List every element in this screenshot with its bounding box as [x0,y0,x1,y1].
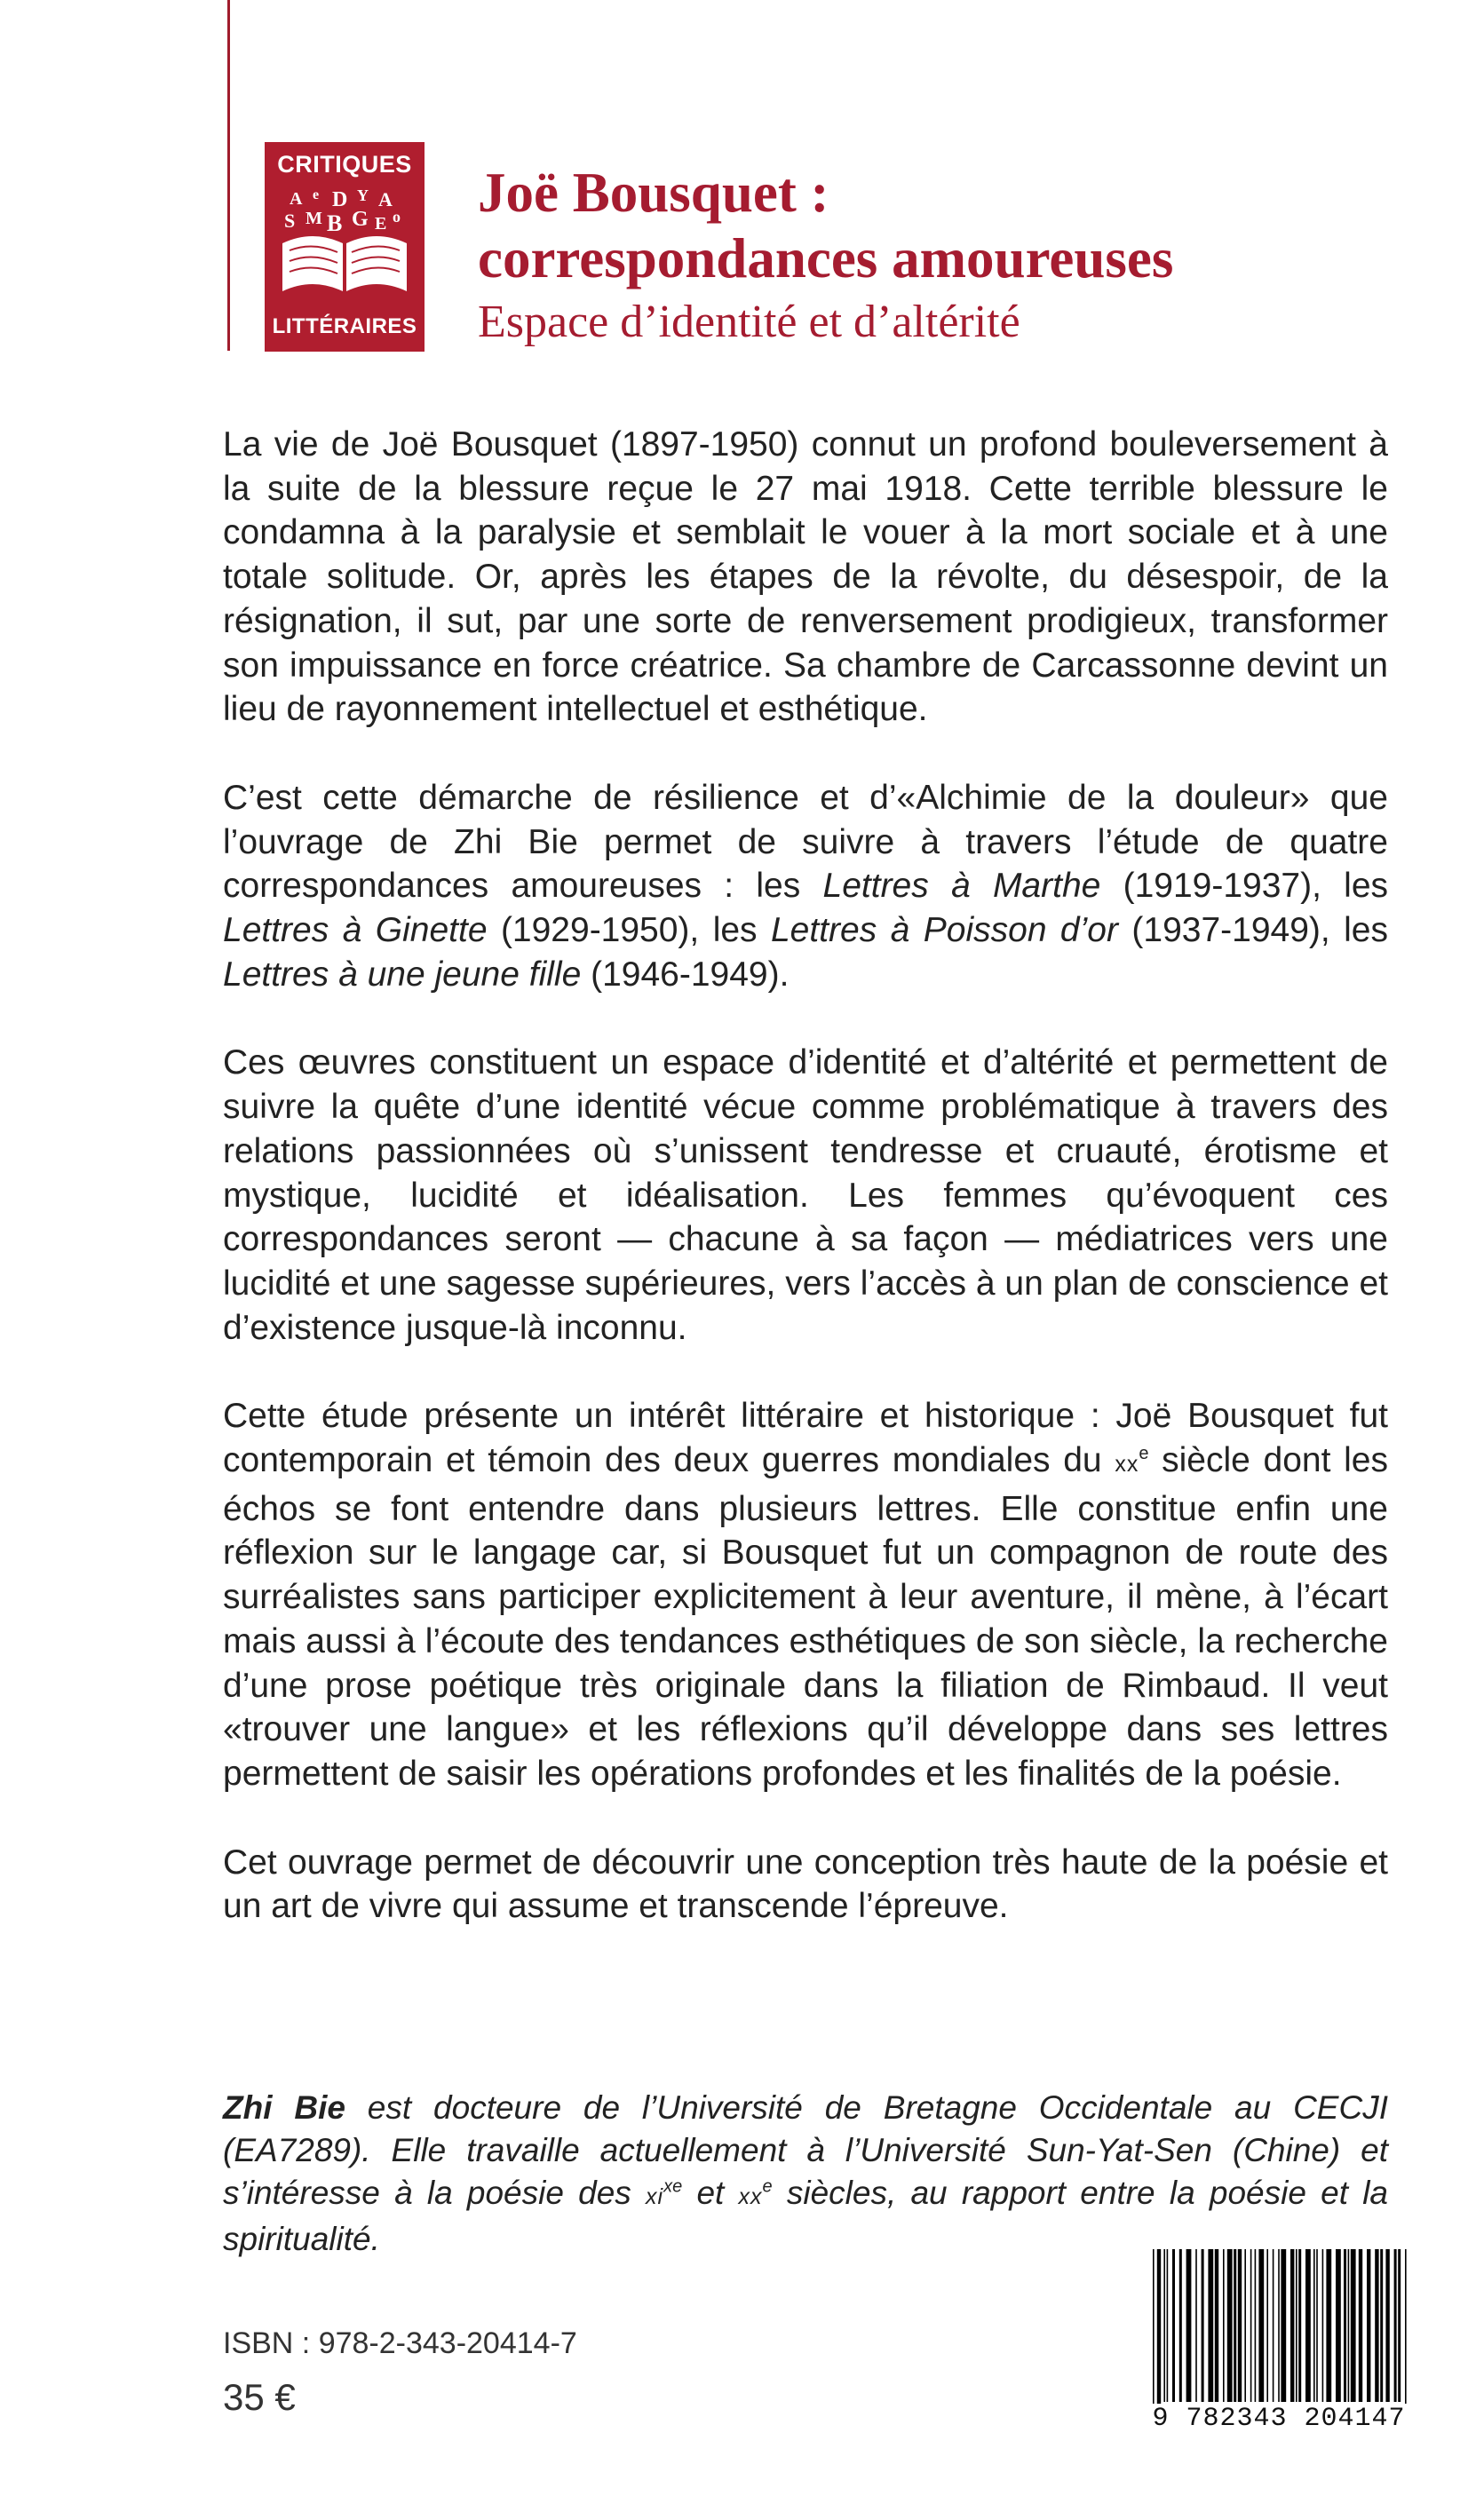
paragraph-1: La vie de Joë Bousquet (1897-1950) connut un profond bouleversement à la suite de la blessure reçue le 27 mai 1918. Cette terrible blessure le condamna à la paralysie et semblait le vouer à la mort sociale et à une totale solitude. Or, après les étapes de la révolte, du désespoir, de la résignation, il sut, par une sorte de renversement prodigieux, transformer son impuissance en force créatrice. Sa chambre de Carcassonne devint un lieu de rayonnement intellectuel et esthétique. [223,425,1388,729]
paragraph-3: Ces œuvres constituent un espace d’identité et d’altérité et permettent de suivre la quête d’une identité vécue comme problématique à travers des relations passionnées où s’unissent tendresse et cruauté, érotisme et mystique, lucidité et idéalisation. Les femmes qu’évoquent ces correspondances seront — chacune à sa façon — médiatrices vers une lucidité et une sagesse supérieures, vers l’accès à un plan de conscience et d’existence jusque-là inconnu. [223,1043,1388,1347]
barcode-bar [1398,2249,1401,2402]
isbn: ISBN : 978-2-343-20414-7 [223,2326,577,2360]
svg-text:B: B [327,210,343,236]
barcode-bar [1326,2249,1331,2402]
svg-text:S: S [284,210,296,232]
barcode-bar [1186,2249,1192,2402]
barcode-bar [1322,2249,1324,2402]
barcode-bar [1298,2249,1301,2402]
price: 35 € [223,2376,296,2418]
barcode-bar [1281,2249,1286,2402]
title-line-1: Joë Bousquet : [478,162,829,224]
book-title-block [478,160,1173,352]
svg-text:D: D [332,188,348,211]
barcode-bar [1313,2249,1315,2402]
svg-text:M: M [306,209,322,228]
barcode-bar [1172,2249,1175,2402]
barcode-bar [1234,2249,1236,2402]
barcode-bar [1250,2249,1252,2402]
barcode-bar [1375,2249,1378,2402]
barcode-bar [1153,2249,1155,2427]
barcode-bar [1202,2249,1204,2402]
svg-text:e: e [313,187,320,202]
svg-text:o: o [393,208,401,226]
barcode-bar [1305,2249,1311,2402]
svg-text:G: G [352,208,369,231]
barcode-bar [1278,2249,1280,2402]
barcode-bar [1380,2249,1383,2402]
collection-logo [265,142,425,352]
barcode-bar [1255,2249,1257,2402]
svg-text:A: A [378,188,393,210]
barcode-bar [1316,2249,1318,2402]
barcode-bar [1157,2249,1161,2427]
barcode-bar [1227,2249,1233,2402]
barcode-bar [1163,2249,1165,2402]
barcode-bar [1394,2249,1397,2402]
barcode-bar [1258,2249,1264,2402]
paragraph-2: C’est cette démarche de résilience et d’«Alchimie de la douleur» que l’ouvrage de Zhi Bie permet de suivre à travers l’étude de quatre correspondances amoureuses : les Lettres à Marthe (1919-1937), les Lettres à Ginette (1929-1950), les Lettres à Poisson d’or (1937-1949), les Lettres à une jeune fille (1946-1949). [223,778,1389,994]
barcode-bar [1290,2249,1294,2402]
barcode-bar [1266,2249,1268,2402]
author-bio: Zhi Bie est docteure de l’Université de Bretagne Occidentale au CECJI (EA7289). Elle travaille actuellement à l’Université Sun-Yat-Sen (Chine) et s’intéresse à la poésie des $xi^{xe}$ et $xx^e$ siècles, au rapport entre la poésie et la spiritualité. [223,2089,1389,2257]
logo-top-text: CRITIQUES [277,151,412,178]
logo-bottom-text: LITTÉRAIRES [272,314,417,338]
svg-text:Y: Y [357,186,369,204]
open-book-icon [277,185,412,300]
author-name: Zhi Bie [223,2089,345,2126]
paragraph-4: Cette étude présente un intérêt littéraire et historique : Joë Bousquet fut contemporain et témoin des deux guerres mondiales du $xx^e$ siècle dont les échos se font entendre dans plusieurs lettres. Elle constitue enfin une réflexion sur le langage car, si Bousquet fut un compagnon de route des surréalistes sans participer explicitement à leur aventure, il mène, à l’écart mais aussi à l’écoute des tendances esthétiques de son siècle, la recherche d’une prose poétique très originale dans la filiation de Rimbaud. Il veut «trouver une langue» et les réflexions qu’il développe dans ses lettres permettent de saisir les opérations profondes et les finalités de la poésie. [223,1397,1388,1793]
vertical-rule [227,0,230,351]
barcode-digits: 9 782343 204147 [1147,2404,1410,2434]
subtitle: Espace d’identité et d’altérité [478,297,1020,347]
svg-text:E: E [375,214,387,234]
barcode-bar [1273,2249,1274,2402]
barcode-bar [1348,2249,1350,2402]
svg-text:A: A [290,189,303,209]
barcode-bar [1344,2249,1346,2402]
barcode-bar [1179,2249,1182,2402]
title-line-2: correspondances amoureuses [478,227,1174,289]
barcode-bar [1367,2249,1370,2402]
barcode-bar [1359,2249,1362,2402]
paragraph-5: Cet ouvrage permet de découvrir une conception très haute de la poésie et un art de vivre qui assume et transcende l’épreuve. [223,1842,1388,1926]
barcode-bar [1296,2249,1297,2402]
barcode-bar [1351,2249,1356,2402]
barcode-bar [1336,2249,1341,2402]
barcode-bar [1385,2249,1389,2402]
barcode-bar [1167,2249,1169,2402]
blurb [223,423,1388,1973]
barcode-bar [1195,2249,1197,2402]
barcode-bar [1238,2249,1242,2402]
barcode-bar [1223,2249,1225,2402]
barcode-bar [1405,2249,1407,2427]
barcode-bar [1215,2249,1218,2402]
barcode-bar [1208,2249,1213,2402]
barcode-bar [1244,2249,1246,2402]
